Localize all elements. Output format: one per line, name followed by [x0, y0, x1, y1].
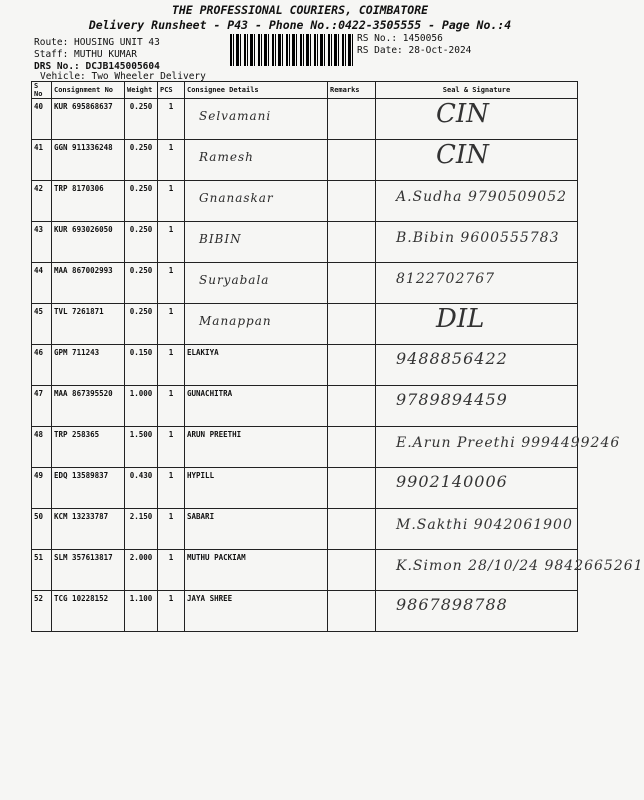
consignment-cell: TRP 258365: [52, 427, 125, 468]
sno-cell: 45: [32, 304, 52, 345]
table-row: [32, 222, 578, 263]
table-row: [32, 140, 578, 181]
consignment-cell: GGN 911336248: [52, 140, 125, 181]
consignee-cell: JAYA SHREE: [185, 591, 328, 632]
sno-cell: 41: [32, 140, 52, 181]
consignee-cell: [185, 140, 328, 181]
consignment-cell: GPM 711243: [52, 345, 125, 386]
sno-cell: 48: [32, 427, 52, 468]
seal-cell: [376, 468, 578, 509]
pcs-cell: 1: [158, 345, 185, 386]
signature-mark: A.Sudha 9790509052: [396, 189, 568, 205]
pcs-cell: 1: [158, 427, 185, 468]
sno-cell: 52: [32, 591, 52, 632]
weight-cell: 0.250: [125, 263, 158, 304]
handwritten-consignee: Ramesh: [199, 150, 254, 164]
handwritten-consignee: Suryabala: [199, 273, 270, 287]
rs-number: RS No.: 1450056: [357, 33, 443, 44]
signature-mark: 9902140006: [396, 472, 508, 491]
remarks-cell: [328, 304, 376, 345]
remarks-cell: [328, 591, 376, 632]
sno-cell: 44: [32, 263, 52, 304]
signature-mark: CIN: [436, 99, 489, 129]
sno-cell: 43: [32, 222, 52, 263]
seal-cell: [376, 386, 578, 427]
table-row: [32, 181, 578, 222]
signature-mark: CIN: [436, 140, 489, 170]
pcs-cell: 1: [158, 263, 185, 304]
col-seal: Seal & Signature: [376, 82, 578, 99]
consignee-cell: ARUN PREETHI: [185, 427, 328, 468]
runsheet-subtitle: Delivery Runsheet - P43 - Phone No.:0422-3505555 - Page No.:4: [88, 18, 512, 32]
consignment-cell: EDQ 13589837: [52, 468, 125, 509]
weight-cell: 2.150: [125, 509, 158, 550]
handwritten-consignee: Gnanaskar: [199, 191, 274, 205]
remarks-cell: [328, 345, 376, 386]
table-row: [32, 427, 578, 468]
remarks-cell: [328, 509, 376, 550]
sno-cell: 46: [32, 345, 52, 386]
signature-mark: 9867898788: [396, 595, 508, 614]
weight-cell: 2.000: [125, 550, 158, 591]
consignee-cell: HYPILL: [185, 468, 328, 509]
table-row: [32, 550, 578, 591]
table-row: [32, 468, 578, 509]
consignee-cell: SABARI: [185, 509, 328, 550]
pcs-cell: 1: [158, 140, 185, 181]
pcs-cell: 1: [158, 99, 185, 140]
seal-cell: [376, 591, 578, 632]
col-weight: Weight: [125, 82, 158, 99]
pcs-cell: 1: [158, 222, 185, 263]
signature-mark: 8122702767: [396, 271, 496, 287]
pcs-cell: 1: [158, 304, 185, 345]
sno-cell: 51: [32, 550, 52, 591]
weight-cell: 0.150: [125, 345, 158, 386]
seal-cell: [376, 99, 578, 140]
pcs-cell: 1: [158, 181, 185, 222]
signature-mark: B.Bibin 9600555783: [396, 230, 560, 246]
drs-number: DRS No.: DCJB145005604: [34, 61, 160, 72]
vehicle-label: Vehicle: Two Wheeler Delivery: [40, 71, 206, 82]
consignee-cell: MUTHU PACKIAM: [185, 550, 328, 591]
weight-cell: 0.250: [125, 181, 158, 222]
weight-cell: 1.500: [125, 427, 158, 468]
seal-cell: [376, 427, 621, 468]
col-sno: S No: [32, 82, 52, 99]
remarks-cell: [328, 140, 376, 181]
sno-cell: 47: [32, 386, 52, 427]
remarks-cell: [328, 99, 376, 140]
consignee-cell: [185, 263, 328, 304]
table-row: [32, 591, 578, 632]
consignee-cell: [185, 99, 328, 140]
table-row: [32, 509, 578, 550]
consignee-cell: GUNACHITRA: [185, 386, 328, 427]
sno-cell: 40: [32, 99, 52, 140]
weight-cell: 0.250: [125, 304, 158, 345]
remarks-cell: [328, 263, 376, 304]
consignee-cell: [185, 222, 328, 263]
consignment-cell: MAA 867002993: [52, 263, 125, 304]
weight-cell: 0.250: [125, 99, 158, 140]
consignment-cell: TVL 7261871: [52, 304, 125, 345]
seal-cell: [376, 345, 578, 386]
table-row: [32, 304, 578, 345]
pcs-cell: 1: [158, 468, 185, 509]
remarks-cell: [328, 222, 376, 263]
seal-cell: [376, 509, 578, 550]
signature-mark: M.Sakthi 9042061900: [396, 517, 573, 533]
company-title: THE PROFESSIONAL COURIERS, COIMBATORE: [171, 3, 429, 17]
weight-cell: 1.000: [125, 386, 158, 427]
pcs-cell: 1: [158, 386, 185, 427]
weight-cell: 0.250: [125, 140, 158, 181]
seal-cell: [376, 304, 578, 345]
table-row: [32, 386, 578, 427]
staff-label: Staff: MUTHU KUMAR: [34, 49, 137, 60]
signature-mark: DIL: [436, 304, 485, 334]
pcs-cell: 1: [158, 591, 185, 632]
seal-cell: [376, 550, 644, 591]
signature-mark: K.Simon 28/10/24 9842665261: [396, 558, 644, 574]
rs-date: RS Date: 28-Oct-2024: [357, 45, 472, 56]
remarks-cell: [328, 181, 376, 222]
table-row: [32, 99, 578, 140]
consignment-cell: SLM 357613817: [52, 550, 125, 591]
consignee-cell: ELAKIYA: [185, 345, 328, 386]
remarks-cell: [328, 386, 376, 427]
signature-mark: E.Arun Preethi 9994499246: [396, 435, 621, 451]
col-consignee: Consignee Details: [185, 82, 328, 99]
table-row: [32, 345, 578, 386]
consignment-cell: MAA 867395520: [52, 386, 125, 427]
consignee-cell: [185, 304, 328, 345]
consignment-cell: KUR 693026050: [52, 222, 125, 263]
signature-mark: 9789894459: [396, 390, 508, 409]
handwritten-consignee: Selvamani: [199, 109, 272, 123]
remarks-cell: [328, 550, 376, 591]
seal-cell: [376, 222, 578, 263]
col-remarks: Remarks: [328, 82, 376, 99]
consignment-cell: KCM 13233787: [52, 509, 125, 550]
seal-cell: [376, 140, 578, 181]
sno-cell: 42: [32, 181, 52, 222]
weight-cell: 0.430: [125, 468, 158, 509]
consignee-cell: [185, 181, 328, 222]
consignment-cell: TRP 8170306: [52, 181, 125, 222]
table-row: [32, 263, 578, 304]
remarks-cell: [328, 427, 376, 468]
seal-cell: [376, 263, 578, 304]
weight-cell: 1.100: [125, 591, 158, 632]
sno-cell: 50: [32, 509, 52, 550]
col-pcs: PCS: [158, 82, 185, 99]
seal-cell: [376, 181, 578, 222]
weight-cell: 0.250: [125, 222, 158, 263]
route-label: Route: HOUSING UNIT 43: [34, 37, 160, 48]
remarks-cell: [328, 468, 376, 509]
consignment-cell: KUR 695868637: [52, 99, 125, 140]
barcode: [230, 34, 355, 66]
sno-cell: 49: [32, 468, 52, 509]
handwritten-consignee: BIBIN: [199, 232, 242, 246]
pcs-cell: 1: [158, 509, 185, 550]
table-header-row: [32, 82, 578, 99]
pcs-cell: 1: [158, 550, 185, 591]
consignment-cell: TCG 10228152: [52, 591, 125, 632]
delivery-table: [31, 81, 644, 632]
signature-mark: 9488856422: [396, 349, 508, 368]
col-consignment: Consignment No: [52, 82, 125, 99]
handwritten-consignee: Manappan: [199, 314, 272, 328]
